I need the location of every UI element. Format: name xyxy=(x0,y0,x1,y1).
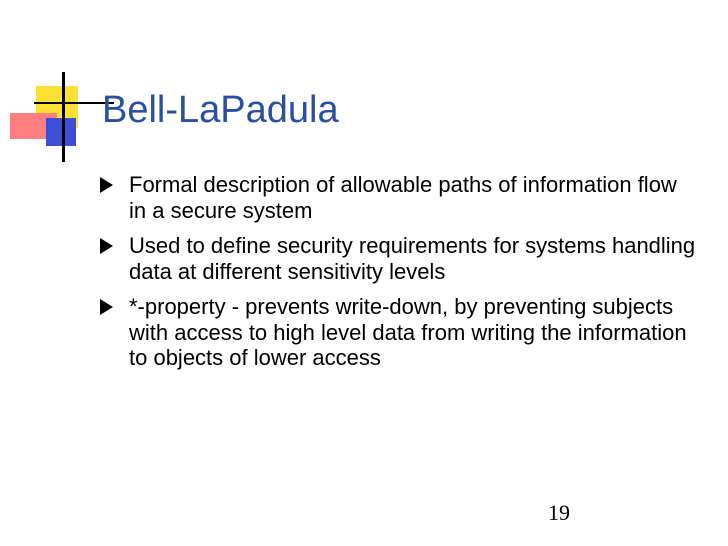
decorative-logo-blocks xyxy=(0,0,110,170)
bullet-text: *-property - prevents write-down, by preventing subjects with access to high level data from writing the information to objects of lower access xyxy=(129,294,687,370)
blue-square-decoration xyxy=(46,118,76,146)
vertical-line-decoration xyxy=(62,72,65,162)
slide-title: Bell-LaPadula xyxy=(102,89,339,131)
triangle-bullet-icon xyxy=(100,177,113,193)
bullet-text: Used to define security requirements for systems handling data at different sensitivity levels xyxy=(129,233,696,284)
bullet-list xyxy=(100,172,700,381)
bullet-item xyxy=(100,172,700,223)
page-number: 19 xyxy=(548,500,570,525)
triangle-bullet-icon xyxy=(100,299,113,315)
bullet-text: Formal description of allowable paths of information flow in a secure system xyxy=(129,172,677,223)
bullet-item xyxy=(100,233,700,284)
bullet-item xyxy=(100,294,700,371)
triangle-bullet-icon xyxy=(100,238,113,254)
